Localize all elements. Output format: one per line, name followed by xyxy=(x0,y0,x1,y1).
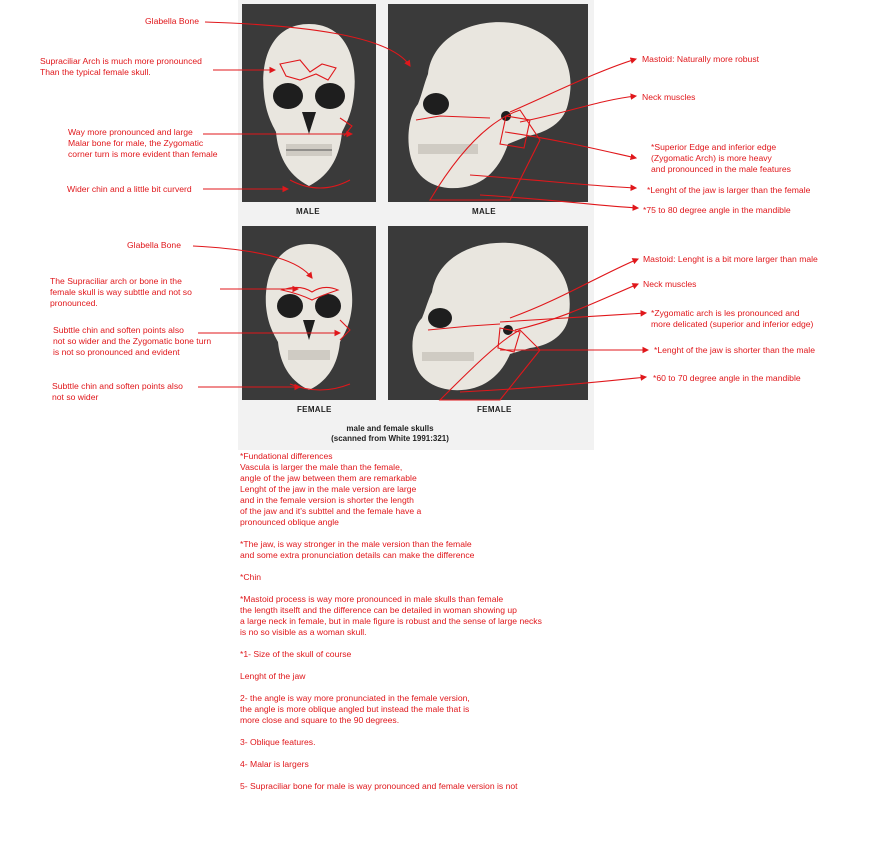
male-malar-annotation: Way more pronounced and large Malar bone for male, the Zygomatic corner turn is more evident than female xyxy=(68,127,218,159)
female-angle-annotation: *60 to 70 degree angle in the mandible xyxy=(653,373,801,383)
note-supraciliar-bone: 5- Supraciliar bone for male is way pronounced and female version is not xyxy=(240,781,518,791)
female-side-skull-photo xyxy=(388,226,588,400)
note-fundational-differences: *Fundational differences Vascula is larger the male than the female, angle of the jaw between them are remarkable Lenght of the jaw in the male version are large and in the female version is shorter the length of the jaw and it's subttel and the female have a pronounced oblique angle xyxy=(240,451,422,527)
female-subtle-chin-annotation: Subttle chin and soften points also not so wider xyxy=(52,381,183,402)
female-front-skull-drawing xyxy=(242,226,376,400)
female-front-label: FEMALE xyxy=(297,405,332,414)
male-chin-annotation: Wider chin and a little bit curverd xyxy=(67,184,192,194)
male-jaw-length-annotation: *Lenght of the jaw is larger than the female xyxy=(647,185,811,195)
note-angle: 2- the angle is way more pronunciated in the female version, the angle is more oblique angled but instead the male that is more close and square to the 90 degrees. xyxy=(240,693,470,725)
male-neck-annotation: Neck muscles xyxy=(642,92,696,102)
male-side-skull-drawing xyxy=(388,4,588,202)
notes-section xyxy=(240,451,580,803)
caption-line-1: male and female skulls xyxy=(346,424,434,433)
male-zygomatic-annotation: *Superior Edge and inferior edge (Zygomatic Arch) is more heavy and pronounced in the male features xyxy=(651,142,791,174)
note-jaw-length: Lenght of the jaw xyxy=(240,671,306,681)
male-supraciliar-annotation: Supraciliar Arch is much more pronounced Than the typical female skull. xyxy=(40,56,202,77)
caption-line-2: (scanned from White 1991:321) xyxy=(331,434,449,443)
male-side-skull-photo xyxy=(388,4,588,202)
female-supraciliar-annotation: The Supraciliar arch or bone in the female skull is way subttle and not so pronounced. xyxy=(50,276,192,308)
male-mastoid-annotation: Mastoid: Naturally more robust xyxy=(642,54,760,64)
note-malar: 4- Malar is largers xyxy=(240,759,309,769)
male-front-label: MALE xyxy=(296,207,320,216)
male-front-skull-drawing xyxy=(242,4,376,202)
female-subtle-chin-zygomatic-annotation: Subttle chin and soften points also not so wider and the Zygomatic bone turn is not so pronounced and evident xyxy=(53,325,212,357)
male-angle-annotation: *75 to 80 degree angle in the mandible xyxy=(643,205,791,215)
female-side-skull-drawing xyxy=(388,226,588,400)
note-oblique-features: 3- Oblique features. xyxy=(240,737,316,747)
female-neck-annotation: Neck muscles xyxy=(643,279,697,289)
male-side-label: MALE xyxy=(472,207,496,216)
note-jaw-strength: *The jaw, is way stronger in the male version than the female and some extra pronunciation details can make the difference xyxy=(240,539,475,560)
female-side-label: FEMALE xyxy=(477,405,512,414)
male-glabella-annotation: Glabella Bone xyxy=(145,16,199,26)
male-front-skull-photo xyxy=(242,4,376,202)
female-jaw-length-annotation: *Lenght of the jaw is shorter than the male xyxy=(654,345,815,355)
note-mastoid-process: *Mastoid process is way more pronounced in male skulls than female the length itselft and the difference can be detailed in woman showing up a large neck in female, but in male figure is robust and the sense of large necks is no so visible as a woman skull. xyxy=(240,594,542,637)
note-chin: *Chin xyxy=(240,572,262,582)
female-front-skull-photo xyxy=(242,226,376,400)
female-mastoid-annotation: Mastoid: Lenght is a bit more larger than male xyxy=(643,254,818,264)
female-zygomatic-annotation: *Zygomatic arch is les pronounced and more delicated (superior and inferior edge) xyxy=(651,308,814,329)
female-glabella-annotation: Glabella Bone xyxy=(127,240,181,250)
figure-caption xyxy=(300,424,480,444)
note-skull-size: *1- Size of the skull of course xyxy=(240,649,352,659)
